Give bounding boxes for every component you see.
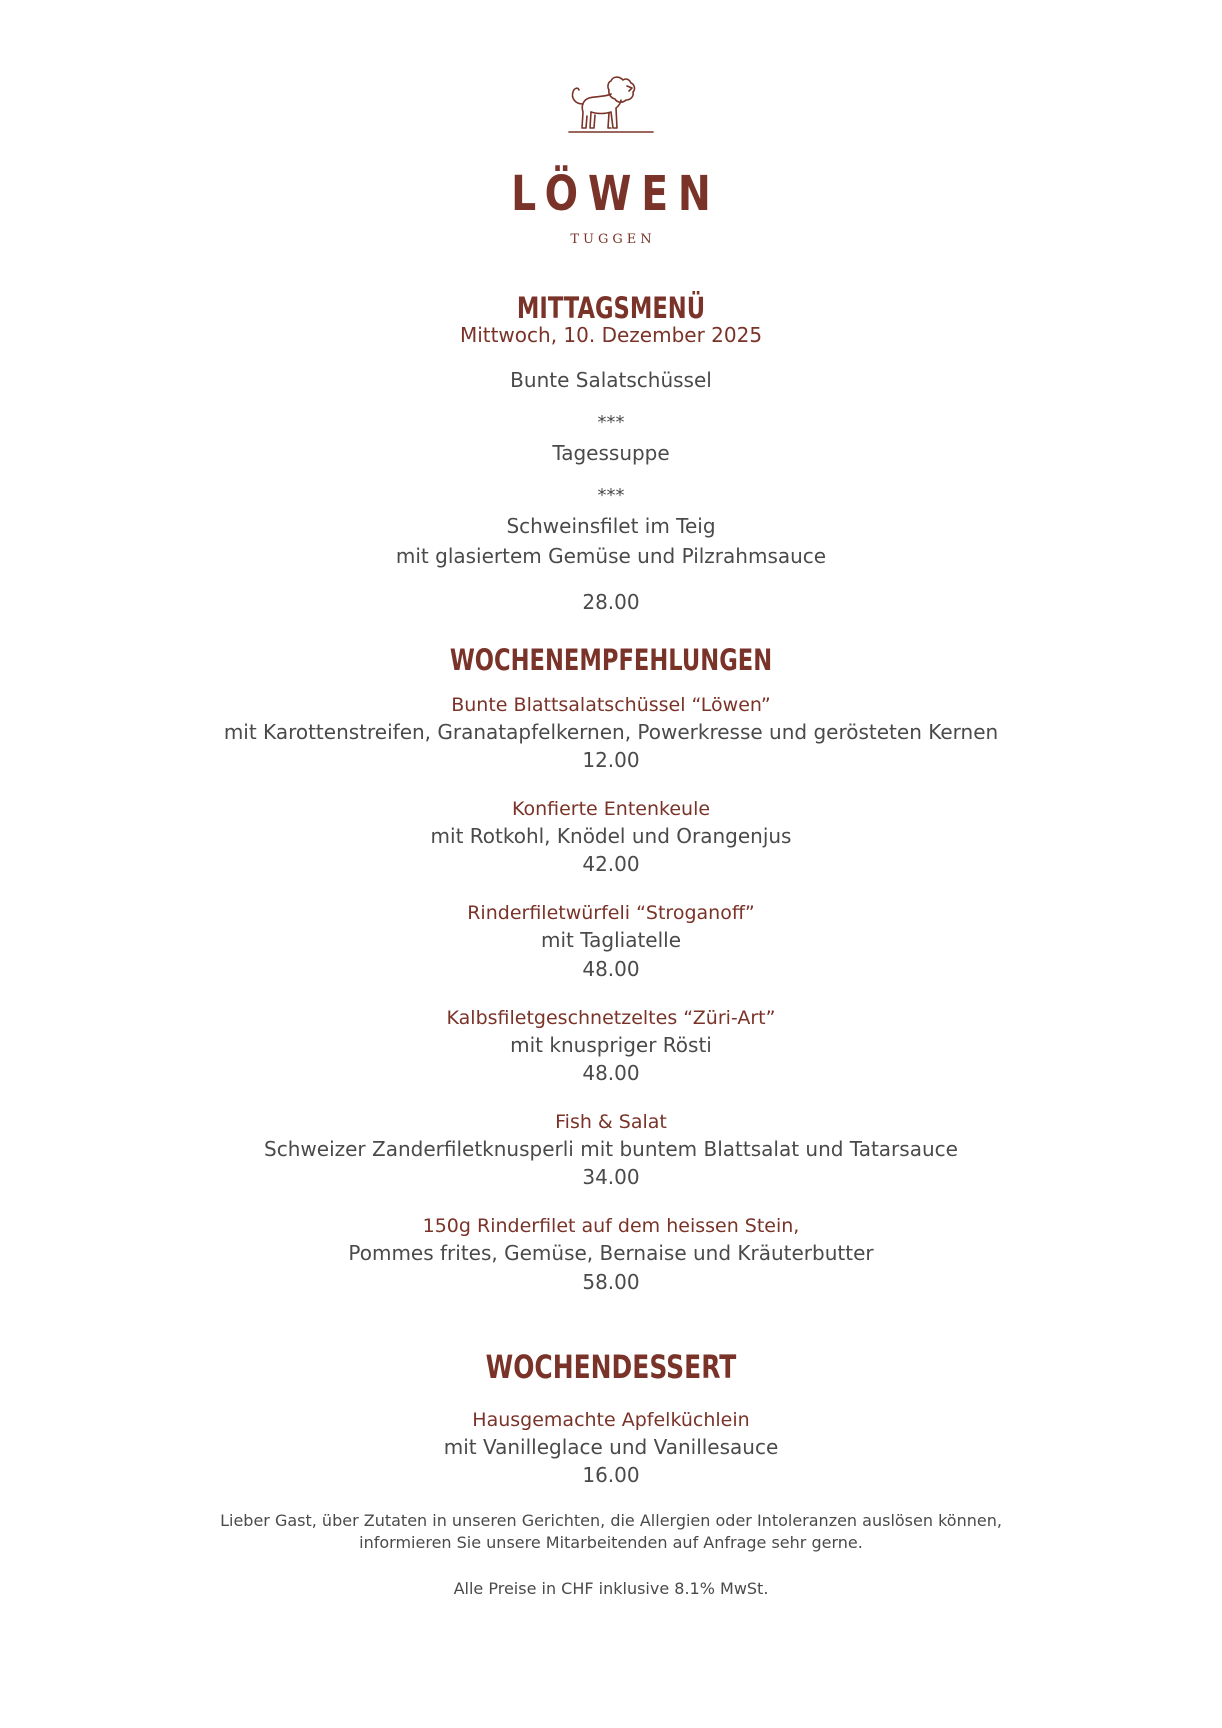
lunch-price: 28.00 <box>582 590 640 614</box>
weekly-dish-name: 150g Rinderfilet auf dem heissen Stein, <box>422 1215 800 1237</box>
lunch-course-main: Schweinsfilet im Teig <box>506 514 716 538</box>
lunch-course-soup: Tagessuppe <box>552 441 670 465</box>
lunch-title: MITTAGSMENÜ <box>516 291 706 325</box>
weekly-dish-name: Konfierte Entenkeule <box>511 798 711 820</box>
weekly-dish-desc: Pommes frites, Gemüse, Bernaise und Kräuterbutter <box>348 1241 874 1265</box>
lion-icon <box>561 72 661 162</box>
weekly-dish-name: Bunte Blattsalatschüssel “Löwen” <box>451 694 771 716</box>
brand-name: LÖWEN <box>511 166 721 222</box>
weekly-dish-price: 34.00 <box>582 1165 640 1189</box>
weekly-dish-price: 12.00 <box>582 748 640 772</box>
course-separator: *** <box>597 485 625 506</box>
weekly-dish-price: 48.00 <box>582 957 640 981</box>
weekly-dish-desc: mit Karottenstreifen, Granatapfelkernen, Powerkresse und gerösteten Kernen <box>223 720 999 744</box>
lunch-course-salad: Bunte Salatschüssel <box>510 368 712 392</box>
dessert-name: Hausgemachte Apfelküchlein <box>472 1409 750 1431</box>
dessert-price: 16.00 <box>582 1463 640 1487</box>
dessert-title: WOCHENDESSERT <box>485 1348 737 1386</box>
weekly-dish-desc: mit Tagliatelle <box>540 928 682 952</box>
course-separator: *** <box>597 412 625 433</box>
lunch-date: Mittwoch, 10. Dezember 2025 <box>459 323 763 347</box>
lunch-course-main-desc: mit glasiertem Gemüse und Pilzrahmsauce <box>395 544 827 568</box>
weekly-dish-price: 48.00 <box>582 1061 640 1085</box>
vat-note: Alle Preise in CHF inklusive 8.1% MwSt. <box>453 1579 769 1598</box>
weekly-dish-desc: mit knuspriger Rösti <box>510 1033 712 1057</box>
logo <box>0 72 1222 247</box>
allergy-note: Lieber Gast, über Zutaten in unseren Gerichten, die Allergien oder Intoleranzen auslösen können, <box>220 1511 1002 1530</box>
weekly-dish-name: Kalbsfiletgeschnetzeltes “Züri-Art” <box>446 1007 776 1029</box>
allergy-note-line2: informieren Sie unsere Mitarbeitenden auf Anfrage sehr gerne. <box>359 1533 863 1552</box>
weekly-dish-price: 58.00 <box>582 1270 640 1294</box>
weekly-dish-desc: mit Rotkohl, Knödel und Orangenjus <box>430 824 792 848</box>
weekly-title: WOCHENEMPFEHLUNGEN <box>449 643 773 677</box>
weekly-dish-desc: Schweizer Zanderfiletknusperli mit buntem Blattsalat und Tatarsauce <box>264 1137 958 1161</box>
weekly-dish-name: Rinderfiletwürfeli “Stroganoff” <box>467 902 755 924</box>
brand-location: TUGGEN <box>570 232 656 247</box>
weekly-dish-name: Fish & Salat <box>555 1111 667 1133</box>
dessert-desc: mit Vanilleglace und Vanillesauce <box>443 1435 779 1459</box>
weekly-dish-price: 42.00 <box>582 852 640 876</box>
